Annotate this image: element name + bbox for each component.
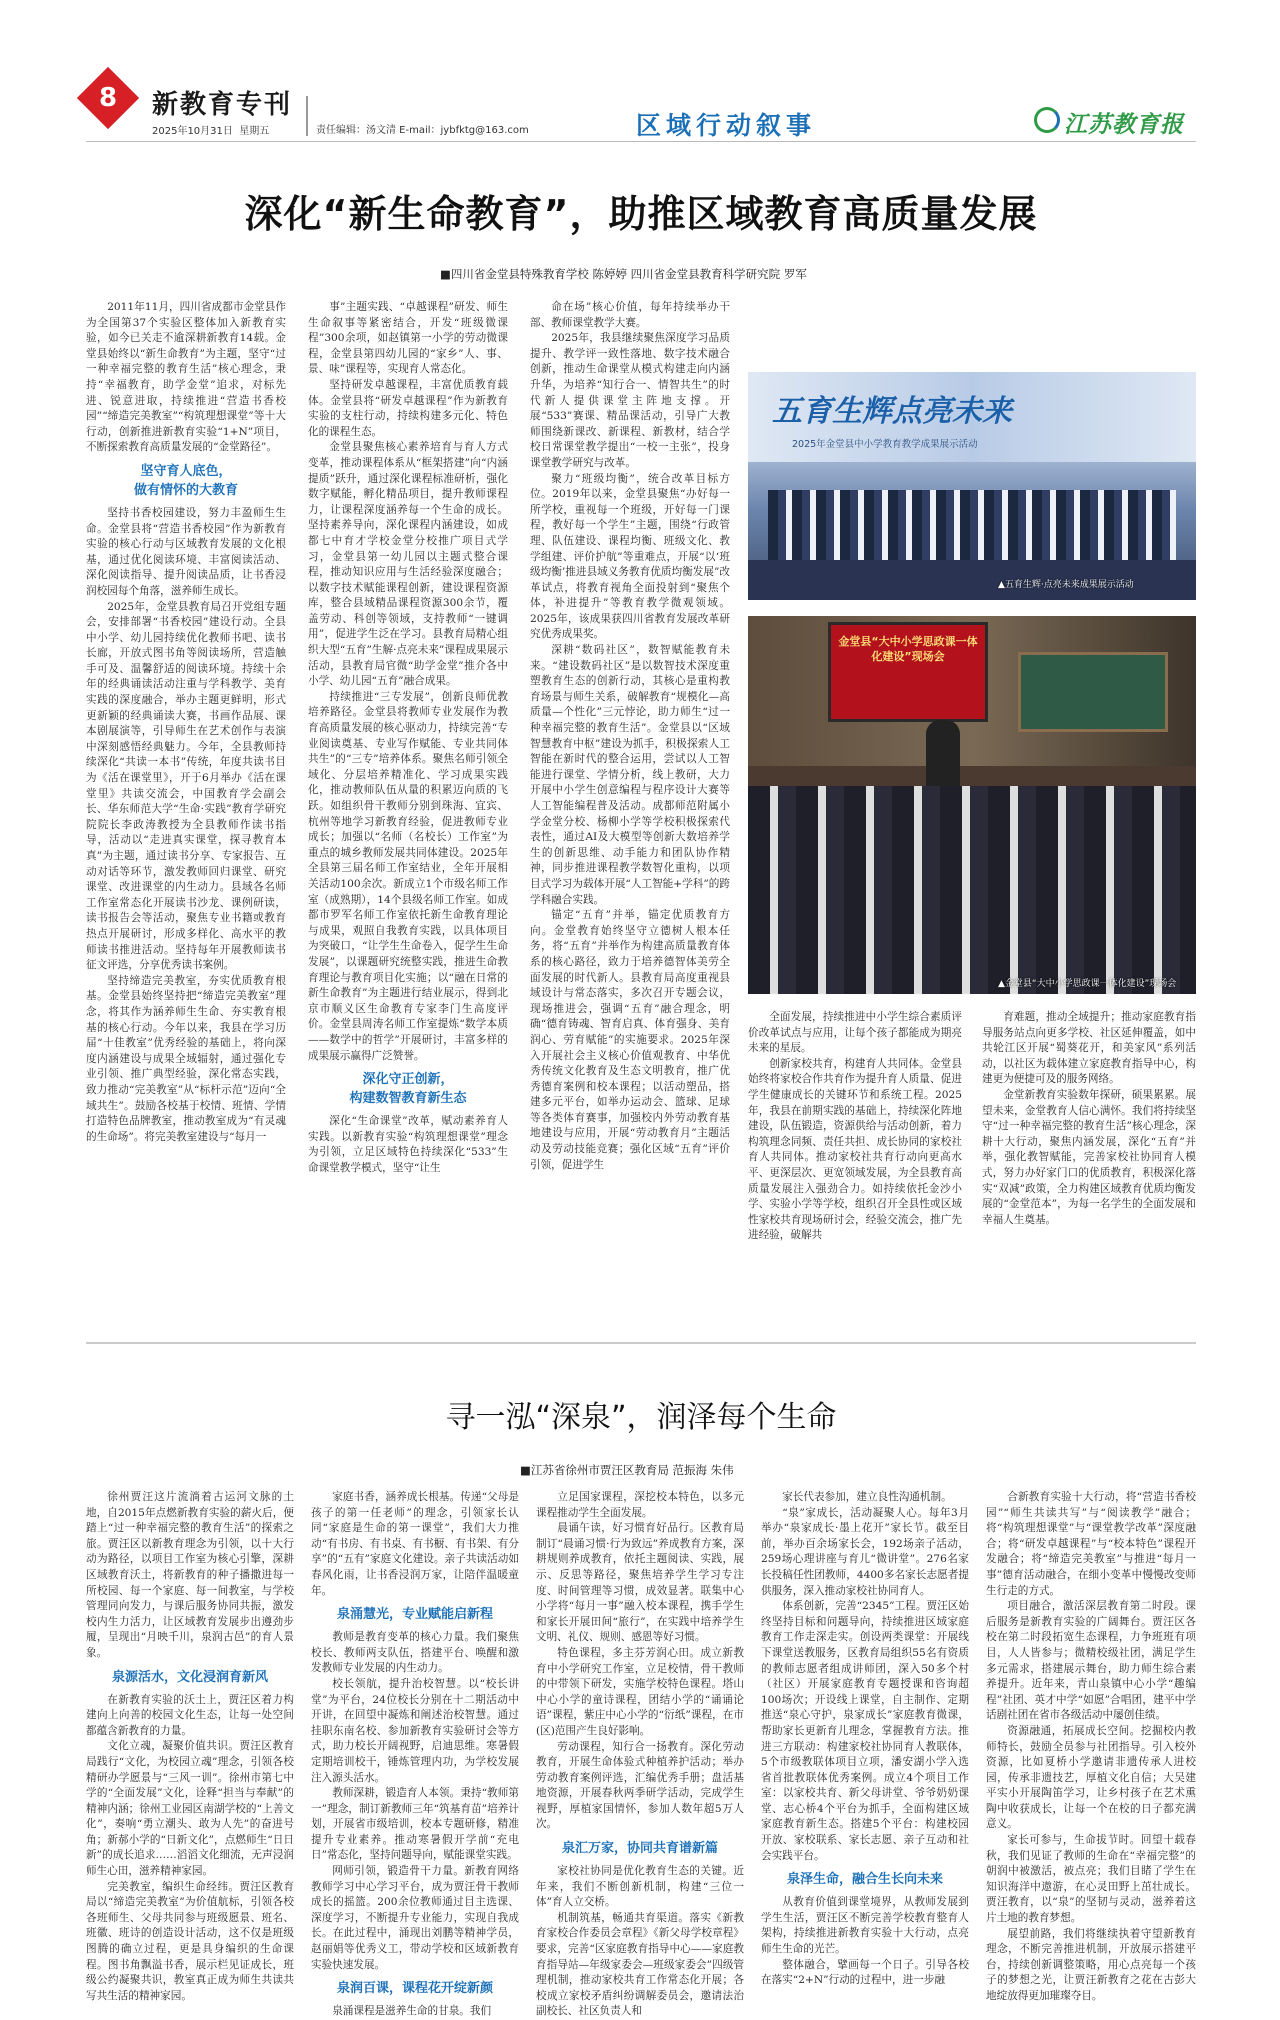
subheading: 泉汇万家，协同共育谱新篇 <box>561 1841 718 1857</box>
performers <box>768 490 1176 560</box>
paragraph: 聚力“班级均衡”，统合改革目标方位。2019年以来，金堂县聚焦“办好每一所学校，重视每一个班级，开好每一门课程，教好每一个学生”主题，围绕“行政管理、队伍建设、课程均衡、班级文化、教学组建、评价护航”等重难点，开展“以‘班级均衡’推进县域义务教育优质均衡发展”改革试点，将教育视角全面投射到“聚焦个体，补进提升”等教育教学微观领域。2025年，该成果获四川省教育发展改革研究优秀成果奖。 <box>530 472 730 641</box>
article-1-title: 深化“新生命教育”，助推区域教育高质量发展 <box>244 192 1038 236</box>
paragraph: 晨诵午读，好习惯育好品行。区教育局制订“晨诵习惯·行为致远”养成教育方案，深耕规则养成教育，依托主题阅读、实践，展示、反思等路径，聚焦培养学生学习专注度、时间管理等习惯，成效显著。联集中心小学将“每月一事”融入校本课程，携手学生和家长开展田间“旅行”，在实践中培养学生文明、礼仪、规则、感恩等好习惯。 <box>536 1522 744 1644</box>
paragraph: 金堂县聚焦核心素养培育与育人方式变革，推动课程体系从“框架搭建”向“内涵提质”跃升，通过深化课程标准研析，强化数字赋能，孵化精品项目，提升教师课程力，让课程深度涵养每一个生命的成长。坚持素养导向，深化课程内涵建设，如成都七中育才学校金堂分校推广项目式学习，金堂县第一幼儿园以主题式整合课程，推动知识应用与生活经验深度融合；以数字技术赋能课程创新，建设课程资源库，整合县域精品课程资源300余节，覆盖劳动、科创等领域，支持教师“一键调用”，促进学生泛在学习。县教育局精心组织大型“五育”生解·点亮未来”课程成果展示活动，县教育局官微“助学金堂”推介各中小学、幼儿园“五育”融合成果。 <box>308 441 508 688</box>
article-1-column-1 <box>86 300 286 1330</box>
stage-banner-text: 五育生辉点亮未来 <box>772 394 1012 429</box>
article-2-column-5 <box>986 1490 1196 2002</box>
paragraph: 教师深耕，锻造育人本领。秉持“教师第一”理念，制订新教师三年“筑基育苗”培养计划，开展省市级培训，校本专题研修，精准提升专业素养。推动寒暑假开学前“充电日”常态化，坚持问题导向，赋能课堂实践。 <box>311 1787 519 1862</box>
article-2-title: 寻一泓“深泉”，润泽每个生命 <box>445 1400 837 1435</box>
newspaper-name: 江苏教育报 <box>1064 112 1184 138</box>
paragraph: 2011年11月，四川省成都市金堂县作为全国第37个实验区整体加入新教育实验，如今已关走不逾深耕新教育14载。金堂县始终以“新生命教育”为主题，坚守“过一种幸福完整的教育生活”核心理念，秉持“幸福教育，助学金堂”追求，对标先进、锐意进取，持续推进“营造书香校园”“缔造完美教室”“构筑理想课堂”等十大行动，创新推进新教育实验“1+N”项目，不断探索教育高质量发展的“金堂路径”。 <box>86 301 286 454</box>
paragraph: 育难题，推动全域提升；推动家庭教育指导服务站点向更多学校、社区延伸覆盖，如中共轮江区开展“蜀葵花开，和美家风”系列活动，以社区为载体建立家庭教育指导中心，构建更为便捷可及的服务网络。 <box>982 1011 1196 1086</box>
article-1-byline: ■四川省金堂县特殊教育学校 陈婷婷 四川省金堂县教育科学研究院 罗军 <box>440 267 807 281</box>
paragraph: 家校社协同是优化教育生态的关键。近年来，我们不断创新机制，构建“三位一体”育人立交桥。 <box>536 1865 744 1909</box>
subheading: 泉泽生命，融合生长向未来 <box>786 1872 943 1888</box>
paragraph: 体系创新，完善“2345”工程。贾汪区始终坚持目标和问题导向，持续推进区域家庭教育工作走深走实。创设两类课堂：开展线下课堂送教服务，区教育局组织55名有资质的教师志愿者组成讲师团，深入50多个村（社区）开展家庭教育专题授课和咨询超100场次；开设线上课堂，自主制作、定期推送“泉心守护，泉家成长”家庭教育微课，帮助家长更新育儿理念，掌握教育方法。推进三方联动：构建家校社协同育人教联体，5个市级教联体项目立项，潘安湖小学入选省首批教联体优秀案例。成立4个项目工作室：以家校共育、新父母讲堂、爷爷奶奶课堂、志心桥4个平台为抓手，全面构建区域家庭教育新生态。搭建5个平台：构建校园开放、家校联系、家长志愿、亲子互动和社会实践平台。 <box>761 1600 969 1862</box>
photo-caption: ▲五育生辉·点亮未来成果展示活动 <box>998 580 1134 590</box>
article-2-column-1 <box>86 1490 294 2002</box>
article-2-byline: ■江苏省徐州市贾汪区教育局 范振海 朱伟 <box>520 1463 734 1477</box>
paragraph: 命在场”核心价值，每年持续举办干部、教师课堂教学大赛。 <box>530 301 730 329</box>
paragraph: 坚持研发卓越课程，丰富优质教育载体。金堂县将“研发卓越课程”作为新教育实验的支柱行动，持续构建多元化、特色化的课程生态。 <box>308 378 508 438</box>
paragraph: 特色课程，多主芬芳润心田。成立新教育中小学研究工作室，立足校情，骨干教师的中带领下研发，实施学校特色课程。塔山中心小学的童诗课程，团结小学的“诵诵论语”课程，紫庄中心小学的“衍纸”课程，在市(区)范围产生良好影响。 <box>536 1646 744 1737</box>
paragraph: 持续推进“三专发展”，创新良师优教培养路径。金堂县将教师专业发展作为教育高质量发展的核心驱动力，持续完善“专业阅读奠基、专业写作赋能、专业共同体共生”的“三专”培养体系。聚焦名师引领全域化、分层培养精准化、学习成果实践化，推动教师队伍从量的积累迈向质的飞跃。如组织骨干教师分别到珠海、宜宾、杭州等地学习新教育经验，促进教师专业成长；加强以“名师（名校长）工作室”为重点的城乡教师发展共同体建设。2025年全县第三届名师工作室结业，全年开展相关活动100余次。新成立1个市级名师工作室（成熟期），14个县级名师工作室。如成都市罗军名师工作室依托新生命教育理论与成果，观照自我教育实践，以具体项目为突破口，“让学生生命卷入，促学生生命发展”，以课题研究统整实践，推进生命教育理论与教育项目化实施；以“融在日常的新生命教育”为主题进行结业展示，得到北京市顺义区生命教育专家李门生高度评价。金堂县周涛名师工作室提炼“数学本质——数学中的哲学”开展研讨，丰富多样的成果展示赢得广泛赞誉。 <box>308 690 508 1062</box>
date: 2025年10月31日 <box>152 126 233 137</box>
paragraph: 锚定“五育”并举，锚定优质教育方向。金堂教育始终坚守立德树人根本任务，将“五育”并举作为构建高质量教育体系的核心路径，致力于培养德智体美劳全面发展的时代新人。县教育局高度重视县域设计与常态落实，多次召开专题会议，现场推进会，强调“五育”融合理念，明确“德育铸魂、智育启真、体育强身、美育润心、劳育赋能”的实施要求。2025年深入开展社会主义核心价值观教育、中华优秀传统文化教育及生态文明教育，推广优秀德育案例和校本课程；以活动塑品，搭建多元平台，如举办运动会、篮球、足球等各类体育赛事，加强校内外劳动教育基地建设与应用，开展“劳动教育月”主题活动及劳动技能竞赛；强化区域“五育”评价引领，促进学生 <box>530 909 730 1171</box>
paragraph: 校长领航，提升治校智慧。以“校长讲堂”为平台，24位校长分别在十二期活动中开讲，在回望中凝炼和阐述治校智慧。通过挂职东南名校、参加新教育实验研讨会等方式，助力校长开阔视野，启迪思维。寒暑假定期培训校干，锤炼管理内功，为学校发展注入源头活水。 <box>311 1677 519 1784</box>
page-header <box>0 0 1280 142</box>
paragraph: 坚持缔造完美教室，夯实优质教育根基。金堂县始终坚持把“缔造完美教室”理念，将其作为涵养师生生命、夯实教育根基的核心行动。今年以来，我县在学习历届“十佳教室”优秀经验的基础上，将向深度内涵建设与成果全域辐射，通过强化专业引领、推广典型经验，深化常态实践，致力推动“完美教室”从“标杆示范”迈向“全域共生”。鼓励各校基于校情、班情、学情打造特色品牌教室，推动教室成为“有灵魂的生命场”。将完美教室建设与“每月一 <box>86 974 286 1143</box>
article-2-column-4 <box>761 1490 969 1987</box>
screen-text: 金堂县“大中小学思政课一体化建设”现场会 <box>838 635 978 663</box>
paragraph: 立足国家课程，深挖校本特色，以多元课程推动学生全面发展。 <box>536 1491 744 1519</box>
students <box>748 786 1196 994</box>
paragraph: 坚持书香校园建设，努力丰盈师生生命。金堂县将“营造书香校园”作为新教育实验的核心行动与区域教育发展的文化根基，通过优化阅读环境、丰富阅读活动、深化阅读指导、提升阅读品质，让书香浸润校园每个角落，滋养师生成长。 <box>86 506 286 597</box>
paragraph: 2025年，金堂县教育局召开党组专题会，安排部署“书香校园”建设行动。全县中小学、幼儿园持续优化教师书吧、读书长廊，开放式图书角等阅读场所，营造触手可及、温馨舒适的阅读环境。持续十余年的经典诵读活动注重与学科教学、美育实践的深度融合，举办主题更鲜明，形式更新颖的经典诵读大赛，书画作品展、课本剧展演等，引导师生在艺术创作与表演中深刻感悟经典魅力。今年，全县教师持续深化“共读一本书”传统，年度共读书目为《活在课堂里》，开于6月举办《活在课堂里》共读交流会，中国教育学会副会长、华东师范大学“生命·实践”教育学研究院院长李政涛教授为全县教师作读书指导，活动以“走进真实课堂，探寻教育本真”为主题，通过读书分享、专家报告、互动对话等环节，激发教师回归课堂、研究课堂、改进课堂的内生动力。县域各名师工作室常态化开展读书沙龙、课例研读，读书报告会等活动，聚焦专业书籍或教育热点开展研讨，形成多样化、高水平的教师读书推进活动。坚持每年开展教师读书征文评选，分享优秀读书案例。 <box>86 600 286 972</box>
paragraph: 整体融合，擘画每一个日子。引导各校在落实“2+N”行动的过程中，进一步融 <box>761 1958 969 1987</box>
paragraph: 事”主题实践、“卓越课程”研发、师生生命叙事等紧密结合，开发“班级微课程”300余项，如赵镇第一小学的劳动微课程，金堂县第四幼儿园的“家乡”人、事、景、味”课程等，实现育人常态化。 <box>308 301 508 376</box>
article-2-column-2 <box>311 1490 519 2018</box>
article-divider <box>86 1342 1196 1344</box>
subheading: 深化守正创新， 构建数智教育新生态 <box>349 1072 467 1107</box>
section-title: 新教育专刊 <box>152 90 293 120</box>
paragraph: 资源融通，拓展成长空间。挖掘校内教师特长，鼓励全员参与社团指导。引入校外资源，比如夏桥小学邀请非遗传承人进校园，传承非遗技艺，厚植文化自信；大吴建平实小开展陶笛学习，让乡村孩子在艺术熏陶中收获成长，让每一个在校的日子都充满意义。 <box>986 1724 1196 1831</box>
paragraph: 金堂新教育实验数年探研，硕果累累。展望未来，金堂教育人信心满怀。我们将持续坚守“过一种幸福完整的教育生活”核心理念，深耕十大行动，聚焦内涵发展，深化“五育”并举，强化教智赋能，完善家校社协同育人模式，努力办好家门口的优质教育，积极深化落实“双减”政策，全力构建区域教育优质均衡发展的“金堂范本”，为每一名学生的全面发展和幸福人生奠基。 <box>982 1088 1196 1226</box>
article-1-column-4 <box>748 1010 962 1330</box>
article-1-column-5 <box>982 1010 1196 1330</box>
subheading: 泉润百课，课程花开绽新颜 <box>336 1981 493 1997</box>
paragraph: 创新家校共育，构建育人共同体。金堂县始终将家校合作共育作为提升育人质量、促进学生健康成长的关键环节和系统工程。2025年，我县在前期实践的基础上，持续深化阵地建设，队伍锻造，资源供给与活动创新，着力构筑理念同频、责任共担、成长协同的家校社育人共同体。推动家校社共育行动向更高水平、更深层次、更宽领域发展，为全县教育高质量发展注入强劲合力。如持续依托金沙小学、实验小学等学校，组织召开全县性或区域性家校共育现场研讨会，经验交流会，推广先进经验，破解共 <box>748 1057 962 1242</box>
paragraph: 泉涌课程是滋养生命的甘泉。我们 <box>332 2005 492 2018</box>
stage-subtitle: 2025年金堂县中小学教育教学成果展示活动 <box>792 439 978 450</box>
paragraph: 深耕“数码社区”，数智赋能教育未来。“建设数码社区”是以数智技术深度重塑教育生态的创新行动，其核心是重构教育场景与师生关系，破解教育“规模化—高质量—个性化”三元悖论，助力师生“过一种幸福完整的教育生活”。金堂县以“区域智慧教育中枢”建设为抓手，积极探索人工智能在新时代的整合运用，尝试以人工智能进行课堂、学情分析，线上教研，大力开展中小学生创意编程与程序设计大赛等人工智能编程普及活动。成都师范附属小学金堂分校、杨柳小学等学校积极探索代表性，通过AI及大模型等创新大数培养学生的创新思维、动手能力和团队协作精神，同步推进课程教学数智化重构，以项目式学习为载体开展“人工智能+学科”的跨学科融合实践。 <box>530 644 730 906</box>
newspaper-logo-icon <box>1034 107 1060 133</box>
teacher <box>926 720 960 790</box>
editor-info: 责任编辑：汤文清 E-mail：jybfktg@163.com <box>316 125 529 136</box>
photo-caption: ▲金堂县“大中小学思政课一体化建设”现场会 <box>998 979 1177 989</box>
paragraph: 合新教育实验十大行动，将“营造书香校园”“师生共读共写”与“阅读教学”融合；将“构筑理想课堂”与“课堂教学改革”深度融合；将“研发卓越课程”与“校本特色”课程开发融合；将“缔造完美教室”与推进“每月一事”德育活动融合，在细小变革中慢慢改变师生行走的方式。 <box>986 1491 1196 1597</box>
paragraph: 劳动课程，知行合一扬教育。深化劳动教育，开展生命体验式种植养护活动；举办劳动教育案例评选，汇编优秀手册；盘活基地资源，开展春秋两季研学活动，完成学生视野，厚植家国情怀，参加人数年超5万人次。 <box>536 1740 744 1831</box>
paragraph: 网师引领，锻造骨干力量。新教育网络教师学习中心学习平台，成为贾汪骨干教师成长的摇篮。200余位教师通过目主选课、深度学习，不断提升专业能力，实现自我成长。在此过程中，涌现出刘鹏等精神学员，赵丽娟等优秀义工，带动学校和区域新教育实验快速发展。 <box>311 1865 519 1971</box>
subheading: 泉涌慧光，专业赋能启新程 <box>336 1607 493 1623</box>
blackboard <box>1018 652 1168 732</box>
paragraph: 机制筑基，畅通共育渠道。落实《新教育家校合作委员会章程》《新父母学校章程》要求，完善“区家庭教育指导中心——家庭教育指导站—年级家委会—班级家委会”四级管理机制，推动家校共育工作常态化开展；各校成立家校矛盾纠纷调解委员会，邀请法治副校长、社区负责人和 <box>536 1911 744 2018</box>
article-2-column-3 <box>536 1490 744 2018</box>
column-name: 区域行动叙事 <box>636 111 817 140</box>
weekday: 星期五 <box>239 126 270 137</box>
header-divider <box>306 96 308 136</box>
paragraph: 2025年，我县继续聚焦深度学习品质提升、教学评一致性落地、数字技术融合创新，推动生命课堂从模式构建走向内涵升华，为培养“知行合一、情智共生”的时代新人提供课堂主阵地支撑。开展“533”赛课、精品课活动，引导广大教师围绕新课改、新课程、新教材，结合学校日常课堂教学提出“一校一主张”，投身课堂教学研究与改革。 <box>530 332 730 469</box>
subheading: 坚守育人底色， 做有情怀的大教育 <box>133 463 238 498</box>
paragraph: 全面发展，持续推进中小学生综合素质评价改革试点与应用，让每个孩子都能成为期亮未来的星辰。 <box>748 1011 962 1055</box>
paragraph: 家长可参与，生命拔节时。回望十载春秋，我们见证了教师的生命在“幸福完整”的朝润中被激活，被点亮；我们目睹了学生在知识海洋中遨游，在心灵田野上茁壮成长。贾汪教育，以“泉”的坚韧与灵动，滋养着这片土地的教育梦想。 <box>986 1834 1196 1925</box>
paragraph: 项目融合，激活深层教育第二时段。课后服务是新教育实验的广阔舞台。贾汪区各校在第二时段拓宽生态课程，力争班班有项目，人人皆参与；微精校级社团，满足学生多元需求，搭建展示舞台，助力师生综合素养提升。近年来，青山泉镇中心小学“趣编程”社团、英才中学“如愿”合唱团，建平中学话剧社团在省市各级活动中屡创佳绩。 <box>986 1600 1196 1722</box>
paragraph: 教师是教育变革的核心力量。我们聚焦校长、教师两支队伍，搭建平台、唤醒和激发教师专业发展的内生动力。 <box>311 1631 519 1675</box>
subheading: 泉源活水，文化浸润育新风 <box>111 1669 268 1685</box>
article-1-column-2 <box>308 300 508 1330</box>
paragraph: 徐州贾汪这片流淌着古运河文脉的土地，自2015年点燃新教育实验的薪火后，便踏上“过一种幸福完整的教育生活”的探索之旅。贾汪区以新教育理念为引领，以十大行动为路径，以项目工作室为核心引擎，深耕区域教育沃土，将新教育的种子播撒进每一所校园、每一个家庭、每一间教室，与学校管理同向发力，与课后服务协同共振，激发校内生力活力，让区域教育发展步出遵劲步履，呈现出“月映千川，泉润古邑”的育人景象。 <box>86 1491 294 1659</box>
paragraph: 深化“生命课堂”改革，赋动素养育人实践。以新教育实验“构筑理想课堂”理念为引领，立足区域特色持续深化“533”生命课堂教学模式，坚守“让生 <box>308 1115 508 1174</box>
article-1-column-3 <box>530 300 730 1330</box>
paragraph: 展望前路，我们将继续执着守望新教育理念，不断完善推进机制，开放展示搭建平台，持续创新调整策略，用心点亮每一个孩子的梦想之光，让贾汪新教育之花在古彭大地绽放得更加璀璨夺目。 <box>986 1927 1196 2002</box>
paragraph: 在新教育实验的沃土上，贾汪区着力构建向上向善的校园文化生态，让每一处空间都蕴含新教育的力量。 <box>86 1693 294 1737</box>
header-rule <box>86 141 1196 142</box>
paragraph: 完美教室，编织生命经纬。贾汪区教育局以“缔造完美教室”为价值航标，引领各校各班师生、父母共同参与班级愿景、班名、班徽、班诗的创造设计活动，这不仅是班级图腾的确立过程，更是具身编织的生命课程。图书角飘溢书香，展示栏见证成长，班级公约凝聚共识，教室真正成为师生共读共写共生活的精神家园。 <box>86 1880 294 2002</box>
photo-ideology-course-meeting <box>748 616 1196 994</box>
paragraph: 家长代表参加，建立良性沟通机制。 <box>782 1491 952 1503</box>
photo-results-showcase <box>748 372 1196 600</box>
paragraph: 从教育价值到课堂境界，从教师发展到学生生活，贾汪区不断完善学校教育整育人架构，持续推进新教育实验十大行动，点亮师生生命的光芒。 <box>761 1896 969 1956</box>
issue-date <box>152 122 269 137</box>
page-number: 8 <box>98 83 118 113</box>
paragraph: “泉”家成长，活动凝聚人心。每年3月举办“泉家成长·墨上花开”家长节。截至目前，举办百余场家长会，192场亲子活动，259场心理讲座与育儿“微讲堂”。276名家长投稿任性团教师，4400多名家长志愿者提供服务，深入推动家校社协同育人。 <box>761 1506 969 1597</box>
paragraph: 文化立魂，凝聚价值共识。贾汪区教育局践行“文化，为校园立魂”理念，引领各校精研办学愿景与“三风一训”。徐州市第七中学的“全面发展”文化，诠释“担当与奉献”的精神内涵；徐州工业园区南湖学校的“上善文化”，奏响“勇立潮头、敢为人先”的奋进号角；新郝小学的“日新文化”，点燃师生“日日新”的成长追求……滔滔文化细流，无声浸润师生心田，滋养精神家园。 <box>86 1740 294 1878</box>
paragraph: 家庭书香，涵养成长根基。传递“父母是孩子的第一任老师”的理念，引领家长认同“家庭是生命的第一课堂”，我们大力推动“有书房、有书桌、有书橱、有书架、有分享”的“五有”家庭文化建设。亲子共读活动如春风化雨，让书香浸润万家，让陪伴温暖童年。 <box>311 1491 519 1597</box>
